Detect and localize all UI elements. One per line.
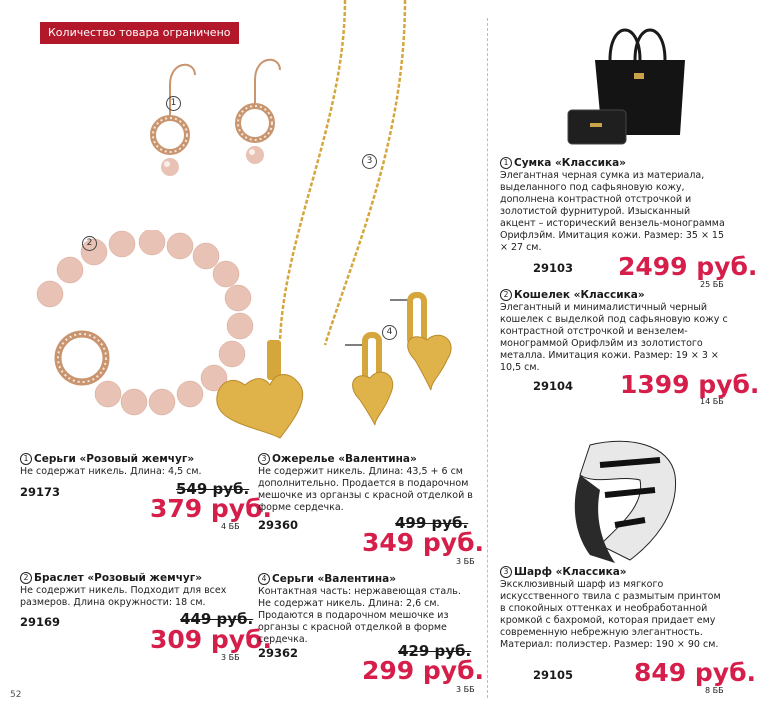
page-number: 52 bbox=[10, 690, 22, 700]
product-valentina-necklace bbox=[258, 453, 476, 514]
callout-4: 4 bbox=[382, 325, 397, 340]
product-number: 4 bbox=[258, 573, 270, 585]
bonus-points: 25 ББ bbox=[700, 280, 724, 289]
bonus-points: 4 ББ bbox=[221, 522, 240, 531]
product-number: 1 bbox=[500, 157, 512, 169]
old-price: 449 руб. bbox=[180, 610, 254, 628]
product-code: 29360 bbox=[258, 518, 299, 532]
price: 2499 руб. bbox=[618, 252, 758, 281]
price: 849 руб. bbox=[634, 658, 757, 687]
product-title-text: Ожерелье «Валентина» bbox=[272, 453, 417, 465]
product-code: 29173 bbox=[20, 485, 61, 499]
product-title-text: Серьги «Розовый жемчуг» bbox=[34, 453, 195, 465]
product-number: 2 bbox=[500, 289, 512, 301]
bonus-points: 3 ББ bbox=[456, 557, 475, 566]
product-number: 3 bbox=[500, 566, 512, 578]
product-code: 29104 bbox=[533, 379, 574, 393]
black-bag-image bbox=[560, 15, 720, 150]
product-number: 2 bbox=[20, 572, 32, 584]
old-price: 429 руб. bbox=[398, 642, 472, 660]
product-title bbox=[258, 573, 476, 586]
old-price: 499 руб. bbox=[395, 514, 469, 532]
product-description: Элегантный и минималистичный черный кошелек с выделкой под сафьяновую кожу с контрастной отстрочкой и вензелем-монограммой Орифлэйм из золотистого металла. Имитация кожи. Размер: 19 × 3 × 10,5 см. bbox=[500, 302, 728, 373]
limited-stock-banner: Количество товара ограничено bbox=[40, 22, 239, 44]
product-pearl-earrings bbox=[20, 453, 250, 478]
price: 299 руб. bbox=[362, 656, 485, 685]
product-title-text: Браслет «Розовый жемчуг» bbox=[34, 572, 203, 584]
product-title bbox=[20, 453, 250, 466]
price: 349 руб. bbox=[362, 528, 485, 557]
product-code: 29105 bbox=[533, 668, 574, 682]
product-title bbox=[500, 157, 728, 170]
scarf-image bbox=[560, 435, 685, 565]
bonus-points: 3 ББ bbox=[456, 685, 475, 694]
product-description: Не содержат никель. Длина: 4,5 см. bbox=[20, 466, 202, 477]
bonus-points: 14 ББ bbox=[700, 397, 724, 406]
old-price: 549 руб. bbox=[176, 480, 250, 498]
callout-3: 3 bbox=[362, 154, 377, 169]
product-description: Контактная часть: нержавеющая сталь. Не содержат никель. Длина: 2,6 см. Продаются в подарочном мешочке из органзы с красной отделкой в форме сердечка. bbox=[258, 586, 461, 645]
product-code: 29362 bbox=[258, 646, 299, 660]
product-title-text: Шарф «Классика» bbox=[514, 566, 627, 578]
product-title-text: Кошелек «Классика» bbox=[514, 289, 645, 301]
bonus-points: 8 ББ bbox=[705, 686, 724, 695]
callout-2: 2 bbox=[82, 236, 97, 251]
product-classic-wallet bbox=[500, 289, 728, 374]
product-title-text: Сумка «Классика» bbox=[514, 157, 626, 169]
product-title bbox=[258, 453, 476, 466]
price: 379 руб. bbox=[150, 494, 273, 523]
product-code: 29103 bbox=[533, 261, 574, 275]
product-pearl-bracelet bbox=[20, 572, 250, 609]
product-title bbox=[500, 566, 728, 579]
product-description: Не содержит никель. Длина: 43,5 + 6 см дополнительно. Продается в подарочном мешочке из органзы с красной отделкой в форме сердечка. bbox=[258, 466, 473, 513]
product-description: Эксклюзивный шарф из мягкого искусственного твила с размытым принтом в спокойных оттенках и необработанной кромкой с бахромой, которая придает ему современную небрежную элегантность. Материал: полиэстер. Размер: 190 × 90 см. bbox=[500, 579, 721, 650]
product-title-text: Серьги «Валентина» bbox=[272, 573, 396, 585]
bonus-points: 3 ББ bbox=[221, 653, 240, 662]
product-valentina-earrings bbox=[258, 573, 476, 646]
price: 1399 руб. bbox=[620, 370, 760, 399]
product-description: Элегантная черная сумка из материала, выделанного под сафьяновую кожу, дополнена контрастной отстрочкой и золотистой фурнитурой. Изысканный акцент – исторический вензель-монограмма Орифлэйм. Имитация кожи. Размер: 35 × 15 × 27 см. bbox=[500, 170, 725, 253]
product-code: 29169 bbox=[20, 615, 61, 629]
price: 309 руб. bbox=[150, 625, 273, 654]
product-classic-scarf bbox=[500, 566, 728, 651]
product-number: 1 bbox=[20, 453, 32, 465]
product-title bbox=[20, 572, 250, 585]
gold-heart-earrings-image bbox=[335, 290, 490, 440]
product-number: 3 bbox=[258, 453, 270, 465]
product-classic-bag bbox=[500, 157, 728, 254]
product-title bbox=[500, 289, 728, 302]
product-description: Не содержит никель. Подходит для всех размеров. Длина окружности: 18 см. bbox=[20, 585, 227, 608]
callout-1: 1 bbox=[166, 96, 181, 111]
